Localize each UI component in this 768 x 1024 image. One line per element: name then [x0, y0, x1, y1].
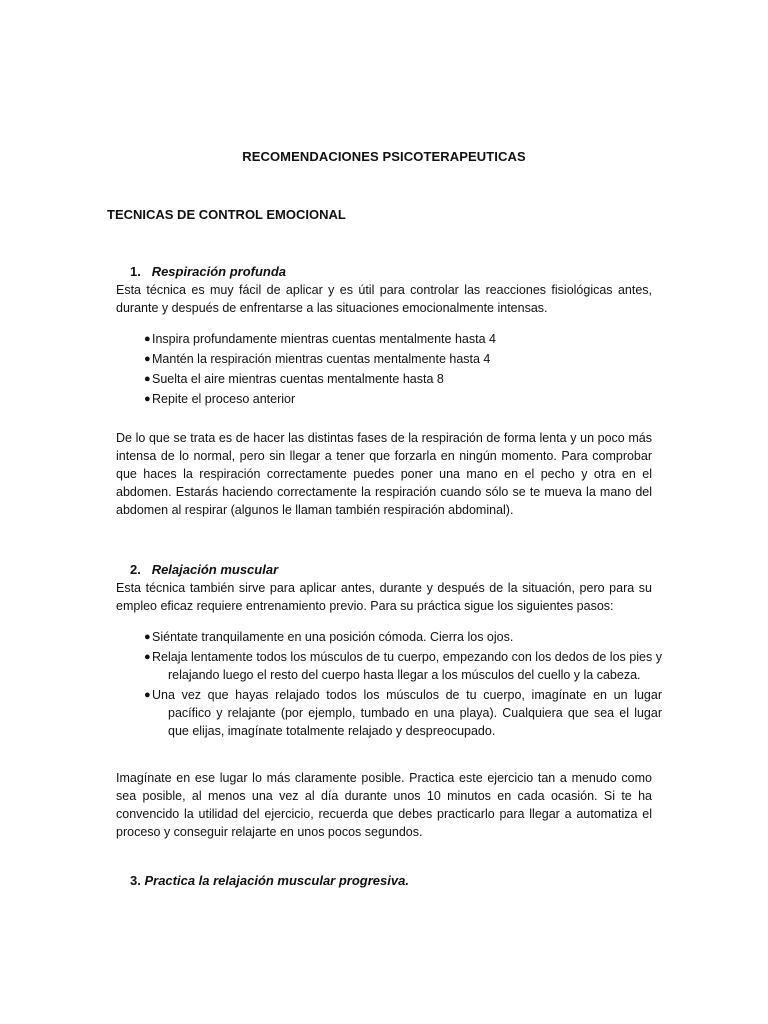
list-item: ● Suelta el aire mientras cuentas mentalmente hasta 8 [144, 372, 444, 386]
section-1-number: 1. [130, 264, 141, 279]
list-item: ● Una vez que hayas relajado todos los músculos de tu cuerpo, imagínate en un lugar pacífico y relajante (por ejemplo, tumbado en una playa). Cualquiera que sea el lugar que elijas, imagínate totalmente relajado y despreocupado. [144, 688, 662, 738]
section-3-number: 3. [130, 873, 141, 888]
bullet-dot-icon: ● [144, 353, 151, 365]
section-2-title: Relajación muscular [151, 562, 279, 577]
section-3-title: Practica la relajación muscular progresiva. [144, 873, 409, 888]
section-1-closing: De lo que se trata es de hacer las distintas fases de la respiración de forma lenta y un poco más intensa de lo normal, pero sin llegar a tener que forzarla en ningún momento. Para comprobar que haces la respiración correctamente puedes poner una mano en el pecho y otra en el abdomen. Estarás haciendo correctamente la respiración cuando sólo se te mueva la mano del abdomen al respirar (algunos le llaman también respiración abdominal). [116, 431, 652, 517]
bullet-dot-icon: ● [144, 631, 151, 643]
section-2-heading [130, 562, 278, 577]
bullet-dot-icon: ● [144, 689, 151, 701]
bullet-dot-icon: ● [144, 651, 151, 663]
list-item: ● Relaja lentamente todos los músculos de tu cuerpo, empezando con los dedos de los pies y relajando luego el resto del cuerpo hasta llegar a los músculos del cuello y la cabeza. [144, 650, 662, 682]
section-2-closing: Imagínate en ese lugar lo más claramente posible. Practica este ejercicio tan a menudo como sea posible, al menos una vez al día durante unos 10 minutos en cada ocasión. Si te ha convencido la utilidad del ejercicio, recuerda que debes practicarlo para llegar a automatiza el proceso y conseguir relajarte en unos pocos segundos. [116, 771, 652, 839]
section-3-heading [130, 873, 409, 888]
bullet-dot-icon: ● [144, 333, 151, 345]
list-item: ● Mantén la respiración mientras cuentas mentalmente hasta 4 [144, 352, 491, 366]
section-1-title: Respiración profunda [151, 264, 287, 279]
section-1-heading [130, 264, 286, 279]
list-item: ● Siéntate tranquilamente en una posición cómoda. Cierra los ojos. [144, 630, 514, 644]
section-2-number: 2. [130, 562, 141, 577]
section-2-intro: Esta técnica también sirve para aplicar antes, durante y después de la situación, pero para su empleo eficaz requiere entrenamiento previo. Para su práctica sigue los siguientes pasos: [116, 581, 652, 613]
document-subtitle: TECNICAS DE CONTROL EMOCIONAL [107, 207, 346, 222]
section-2-bullet-list [144, 628, 662, 742]
section-1-intro: Esta técnica es muy fácil de aplicar y es útil para controlar las reacciones fisiológicas antes, durante y después de enfrentarse a las situaciones emocionalmente intensas. [116, 283, 652, 315]
document-title: RECOMENDACIONES PSICOTERAPEUTICAS [242, 149, 526, 164]
bullet-dot-icon: ● [144, 373, 151, 385]
section-1-bullet-list [144, 330, 662, 410]
list-item: ● Inspira profundamente mientras cuentas mentalmente hasta 4 [144, 332, 496, 346]
list-item: ● Repite el proceso anterior [144, 392, 296, 406]
bullet-dot-icon: ● [144, 393, 151, 405]
